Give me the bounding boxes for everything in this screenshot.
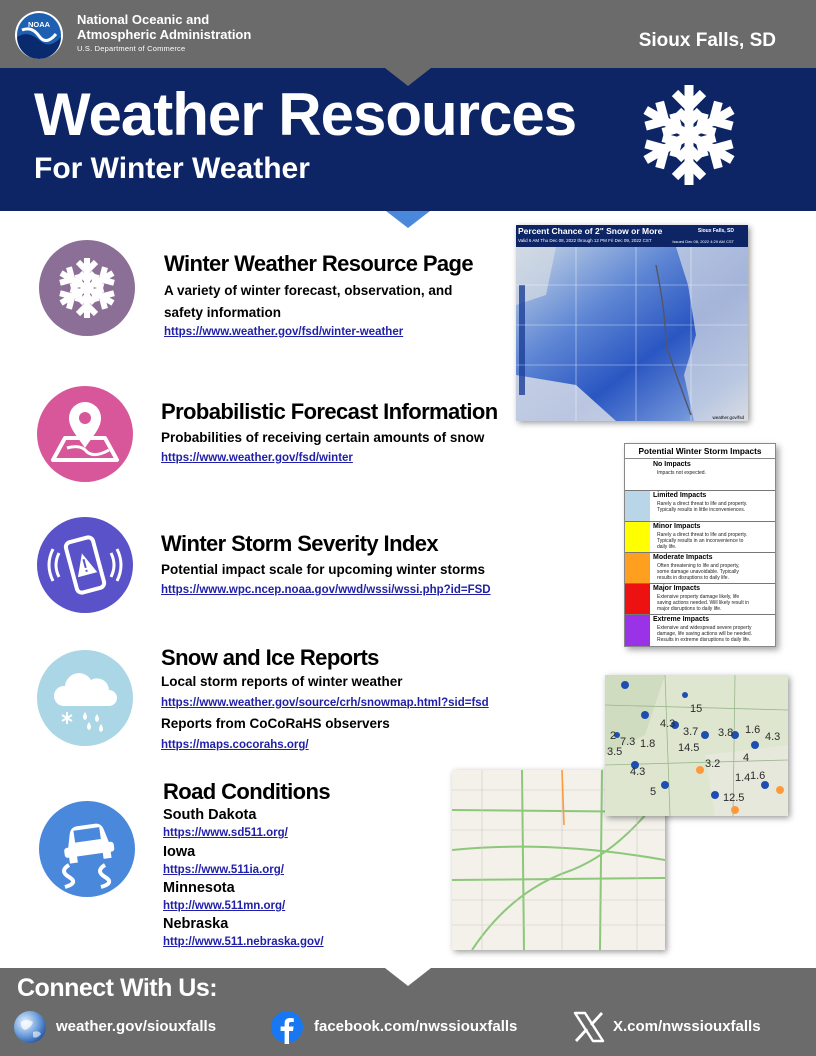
- website-link[interactable]: weather.gov/siouxfalls: [56, 1018, 217, 1035]
- snowflake-icon: [634, 80, 744, 190]
- facebook-icon[interactable]: [270, 1010, 304, 1044]
- snowflake-icon: [39, 240, 135, 336]
- impact-swatch: [625, 553, 650, 583]
- impact-desc-line: daily life.: [657, 544, 677, 550]
- section-title-wssi: Winter Storm Severity Index: [161, 531, 439, 556]
- link-probabilistic[interactable]: https://www.weather.gov/fsd/winter: [161, 452, 353, 464]
- phone-alert-icon: [37, 517, 133, 613]
- header-bar: [0, 0, 816, 68]
- wssi-circle: [37, 517, 133, 613]
- map-title: Percent Chance of 2" Snow or More: [518, 226, 663, 236]
- page-subtitle: For Winter Weather: [34, 152, 310, 185]
- impact-row-extreme: [625, 615, 775, 646]
- office-location: Sioux Falls, SD: [638, 30, 776, 51]
- impact-swatch: [625, 615, 650, 646]
- section-desc-winter-resource-2: safety information: [164, 305, 282, 320]
- snow-probability-map-image: [516, 225, 748, 421]
- section-desc-probabilistic: Probabilities of receiving certain amounts of snow: [161, 430, 485, 445]
- section-title-probabilistic: Probabilistic Forecast Information: [161, 399, 498, 424]
- state-minnesota: Minnesota: [163, 880, 235, 896]
- impact-desc: [657, 594, 749, 612]
- impact-desc-line: Rarely a direct threat to life and property.: [657, 501, 748, 507]
- impact-row-major: [625, 584, 775, 615]
- impact-desc-line: some damage unavoidable. Typically: [657, 569, 739, 575]
- impact-name: Limited Impacts: [653, 492, 707, 499]
- svg-text:1.8: 1.8: [640, 738, 656, 750]
- impact-desc-line: damage, life saving actions will be needed.: [657, 631, 753, 637]
- impact-desc-line: Extensive and widespread severe property: [657, 625, 752, 631]
- svg-text:3.8: 3.8: [718, 727, 734, 739]
- impact-swatch: [625, 491, 650, 521]
- banner-notch: [386, 211, 430, 228]
- impact-desc: [657, 470, 706, 476]
- link-winter-resource[interactable]: https://www.weather.gov/fsd/winter-weather: [164, 326, 404, 338]
- section-title-snow-ice: Snow and Ice Reports: [161, 645, 379, 670]
- impact-desc: [657, 532, 747, 550]
- car-skid-icon: [39, 801, 135, 897]
- svg-text:1.4: 1.4: [735, 772, 751, 784]
- impact-name: No Impacts: [653, 461, 691, 468]
- impact-desc-line: results in disruptions to daily life.: [657, 575, 729, 581]
- snow-probability-map: [516, 225, 748, 421]
- svg-text:4: 4: [743, 752, 750, 764]
- impact-desc: [657, 563, 739, 581]
- page-title: Weather Resources: [34, 81, 577, 148]
- impact-desc: [657, 625, 752, 643]
- link-sd511[interactable]: https://www.sd511.org/: [163, 827, 288, 839]
- noaa-logo[interactable]: [14, 10, 64, 60]
- probabilistic-circle: [37, 386, 133, 482]
- impact-desc-line: Impacts not expected.: [657, 470, 706, 476]
- impact-desc: [657, 501, 747, 513]
- link-cocorahs[interactable]: https://maps.cocorahs.org/: [161, 739, 309, 751]
- snow-reports-map: [605, 675, 788, 816]
- state-iowa: Iowa: [163, 844, 196, 860]
- svg-text:3.2: 3.2: [705, 758, 721, 770]
- snow-ice-circle: [37, 650, 133, 746]
- impact-name: Major Impacts: [653, 585, 701, 592]
- svg-text:4.3: 4.3: [765, 731, 781, 743]
- state-south-dakota: South Dakota: [163, 807, 257, 823]
- svg-text:3.5: 3.5: [607, 746, 623, 758]
- snow-cloud-icon: [37, 650, 133, 746]
- impact-swatch: [625, 584, 650, 614]
- svg-text:15: 15: [690, 703, 703, 715]
- link-511-nebraska[interactable]: http://www.511.nebraska.gov/: [163, 936, 324, 948]
- svg-text:7.3: 7.3: [620, 736, 636, 748]
- winter-storm-impacts-table: [624, 443, 776, 647]
- svg-text:2: 2: [610, 730, 617, 742]
- impact-name: Minor Impacts: [653, 523, 701, 530]
- winter-resource-circle: [39, 240, 135, 336]
- impact-desc-line: Extensive property damage likely, life: [657, 594, 740, 600]
- impact-row-moderate: [625, 553, 775, 584]
- map-office: Sioux Falls, SD: [697, 228, 734, 234]
- impact-desc-line: Rarely a direct threat to life and property.: [657, 532, 748, 538]
- globe-icon[interactable]: [13, 1010, 47, 1044]
- map-pin-icon: [37, 386, 133, 482]
- section-title-road: Road Conditions: [163, 779, 330, 804]
- section-desc-wssi: Potential impact scale for upcoming winter storms: [161, 562, 486, 577]
- agency-name: [77, 12, 251, 56]
- svg-text:1.6: 1.6: [750, 770, 766, 782]
- link-snow-reports[interactable]: https://www.weather.gov/source/crh/snowmap.html?sid=fsd: [161, 697, 489, 709]
- svg-text:4.3: 4.3: [630, 766, 646, 778]
- x-icon[interactable]: [572, 1010, 606, 1044]
- svg-text:3.7: 3.7: [683, 726, 699, 738]
- impacts-table-title: Potential Winter Storm Impacts: [625, 444, 775, 459]
- x-link[interactable]: X.com/nwssiouxfalls: [613, 1018, 761, 1035]
- agency-line-2: Atmospheric Administration: [77, 27, 252, 42]
- department-name: U.S. Department of Commerce: [77, 44, 186, 53]
- connect-heading: Connect With Us:: [17, 974, 218, 1002]
- map-valid-time: Valid 6 AM Thu Dec 08, 2022 through 12 PM Fri Dec 09, 2022 CST: [518, 238, 652, 243]
- svg-text:1.6: 1.6: [745, 724, 761, 736]
- map-header: [516, 225, 748, 247]
- impact-row-limited: [625, 491, 775, 522]
- svg-text:5: 5: [650, 786, 657, 798]
- impact-desc-line: Results in extreme disruptions to daily life.: [657, 637, 751, 643]
- impact-name: Extreme Impacts: [653, 616, 710, 623]
- state-nebraska: Nebraska: [163, 916, 229, 932]
- link-wssi[interactable]: https://www.wpc.ncep.noaa.gov/wwd/wssi/wssi.php?id=FSD: [161, 584, 491, 596]
- impact-swatch: [625, 460, 650, 490]
- impact-swatch: [625, 522, 650, 552]
- footer-notch: [385, 968, 431, 986]
- svg-text:12.5: 12.5: [723, 792, 745, 804]
- section-desc-snow-ice-2: Reports from CoCoRaHS observers: [161, 716, 390, 731]
- facebook-link[interactable]: facebook.com/nwssiouxfalls: [314, 1018, 518, 1035]
- impact-desc-line: major disruptions to daily life.: [657, 606, 722, 612]
- snow-reports-map-image: [605, 675, 788, 816]
- impact-desc-line: saving actions needed. Will likely result in: [657, 600, 749, 606]
- road-conditions-circle: [39, 801, 135, 897]
- impact-row-none: [625, 460, 775, 491]
- svg-text:4.3: 4.3: [660, 718, 676, 730]
- map-footer: weather.gov/fsd: [712, 415, 744, 420]
- section-title-winter-resource: Winter Weather Resource Page: [164, 251, 474, 276]
- svg-text:NOAA: NOAA: [27, 20, 51, 29]
- impact-desc-line: Typically results in little inconveniences.: [657, 507, 746, 513]
- impact-desc-line: Typically results in an inconvenience to: [657, 538, 744, 544]
- section-desc-winter-resource-1: A variety of winter forecast, observation, and: [164, 283, 453, 298]
- map-issued-time: Issued Dec 08, 2022 4:29 AM CST: [672, 239, 734, 244]
- link-511ia[interactable]: https://www.511ia.org/: [163, 864, 284, 876]
- section-desc-snow-ice-1: Local storm reports of winter weather: [161, 674, 403, 689]
- link-511mn[interactable]: http://www.511mn.org/: [163, 900, 286, 912]
- impact-desc-line: Often threatening to life and property,: [657, 563, 740, 569]
- agency-line-1: National Oceanic and: [77, 12, 210, 27]
- impact-name: Moderate Impacts: [653, 554, 713, 561]
- impact-row-minor: [625, 522, 775, 553]
- svg-text:14.5: 14.5: [678, 742, 700, 754]
